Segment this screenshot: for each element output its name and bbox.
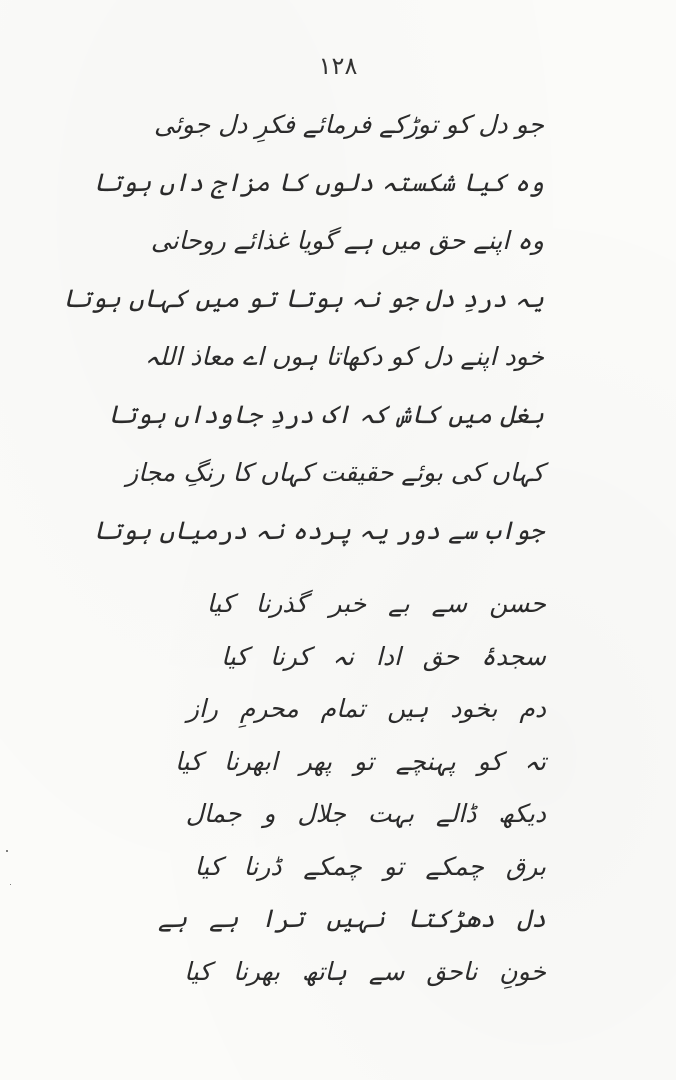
verse-line: وہ کیا شکستہ دلوں کا مزاج داں ہوتا (92, 168, 544, 197)
verse-line: جو دل کو توڑکے فرمائے فکرِ دل جوئی (154, 110, 544, 139)
verse-line: وہ اپنے حق میں ہے گویا غذائے روحانی (150, 226, 544, 255)
verse-line: سجدۂ حق ادا نہ کرنا کیا (221, 641, 546, 671)
verse-line: برق چمکے تو چمکے ڈرنا کیا (194, 851, 546, 881)
verse-line: تہ کو پہنچے تو پھر ابھرنا کیا (174, 746, 546, 776)
verse-line: حسن سے بے خبر گذرنا کیا (206, 589, 546, 618)
verse-line: جواب سے دور یہ پردہ نہ درمیاں ہوتا (92, 516, 544, 545)
stanza-1 (62, 96, 544, 560)
stanza-2 (157, 578, 546, 998)
verse-line: دم بخود ہیں تمام محرمِ راز (186, 694, 546, 723)
verse-line: خونِ ناحق سے ہاتھ بھرنا کیا (184, 956, 546, 986)
paper-speck (10, 884, 11, 885)
page-number: ۱۲۸ (318, 52, 358, 80)
verse-line: بغل میں کاش کہ اک دردِ جاوداں ہوتا (107, 400, 544, 429)
verse-line: کہاں کی بوئے حقیقت کہاں کا رنگِ مجاز (126, 458, 544, 487)
verse-line: خود اپنے دل کو دکھاتا ہوں اے معاذ اللہ (144, 342, 544, 371)
verse-line: یہ دردِ دل جو نہ ہوتا تو میں کہاں ہوتا (62, 284, 544, 313)
paper-speck (6, 850, 8, 852)
verse-line: دیکھ ڈالے بہت جلال و جمال (185, 799, 546, 828)
verse-line: دل دھڑکتا نہیں ترا ہے ہے (157, 904, 546, 933)
